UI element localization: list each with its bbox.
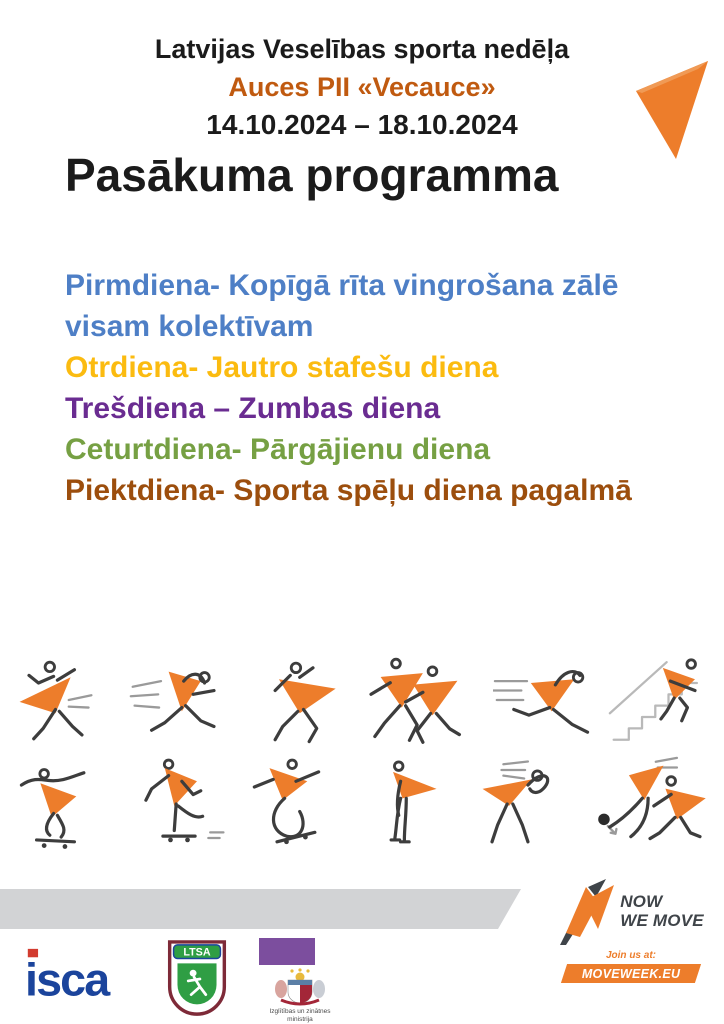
ministry-caption: Izglītības un zinātnes ministrija	[269, 1008, 331, 1023]
sprinting-figure-icon	[493, 652, 597, 748]
ltsa-logo	[165, 938, 229, 1020]
football-figures-icon	[590, 756, 712, 852]
isca-logo	[25, 946, 137, 1004]
standing-figure-icon	[359, 756, 463, 852]
ministry-flag-icon	[259, 938, 315, 965]
figures-row-2	[0, 752, 724, 852]
event-dates: 14.10.2024 – 18.10.2024	[206, 109, 518, 140]
program-item-monday: Pirmdiena- Kopīgā rīta vingrošana zālē visam kolektīvam	[65, 269, 619, 343]
orange-arrow-icon	[632, 55, 712, 165]
ministry-logo	[257, 938, 343, 1024]
program-list	[65, 265, 665, 511]
program-item-wednesday: Trešdiena – Zumbas diena	[65, 392, 441, 425]
gray-stripe	[0, 889, 521, 929]
isca-wordmark: isca	[25, 953, 109, 1004]
running-figure-icon	[243, 652, 347, 748]
nowwemove-line1: NOW	[620, 892, 663, 911]
event-location: Auces PII «Vecauce»	[228, 72, 496, 102]
skateboard-crouch-figure-icon	[12, 756, 116, 852]
ltsa-wordmark: LTSA	[183, 946, 211, 959]
join-us-label: Join us at:	[605, 950, 656, 961]
program-item-thursday: Ceturtdiena- Pārgājienu diena	[65, 433, 491, 466]
nowwemove-wordmark	[620, 892, 704, 930]
page-title: Pasākuma programma	[65, 149, 559, 201]
group-running-figures-icon	[359, 652, 481, 748]
partner-logos	[25, 938, 343, 1024]
ministry-coat-of-arms-icon	[269, 968, 331, 1006]
program-item-tuesday: Otrdiena- Jautro stafešu diena	[65, 351, 499, 384]
moveweek-badge	[561, 964, 701, 983]
skateboard-trick-figure-icon	[243, 756, 347, 852]
nowwemove-mark-icon	[558, 874, 616, 948]
figures-row-1	[0, 648, 724, 748]
dancing-figure-icon	[12, 652, 116, 748]
moveweek-url: MOVEWEEK.EU	[581, 966, 681, 981]
stair-climbing-figure-icon	[608, 652, 712, 748]
stretching-figure-icon	[475, 756, 579, 852]
skateboard-push-figure-icon	[127, 756, 231, 852]
nowwemove-logo	[546, 874, 716, 983]
event-title: Latvijas Veselības sporta nedēļa	[154, 34, 570, 64]
program-item-friday: Piektdiena- Sporta spēļu diena pagalmā	[65, 474, 632, 507]
header	[0, 30, 724, 144]
running-figure-speedlines-icon	[127, 652, 231, 748]
nowwemove-line2: WE MOVE	[620, 911, 704, 930]
